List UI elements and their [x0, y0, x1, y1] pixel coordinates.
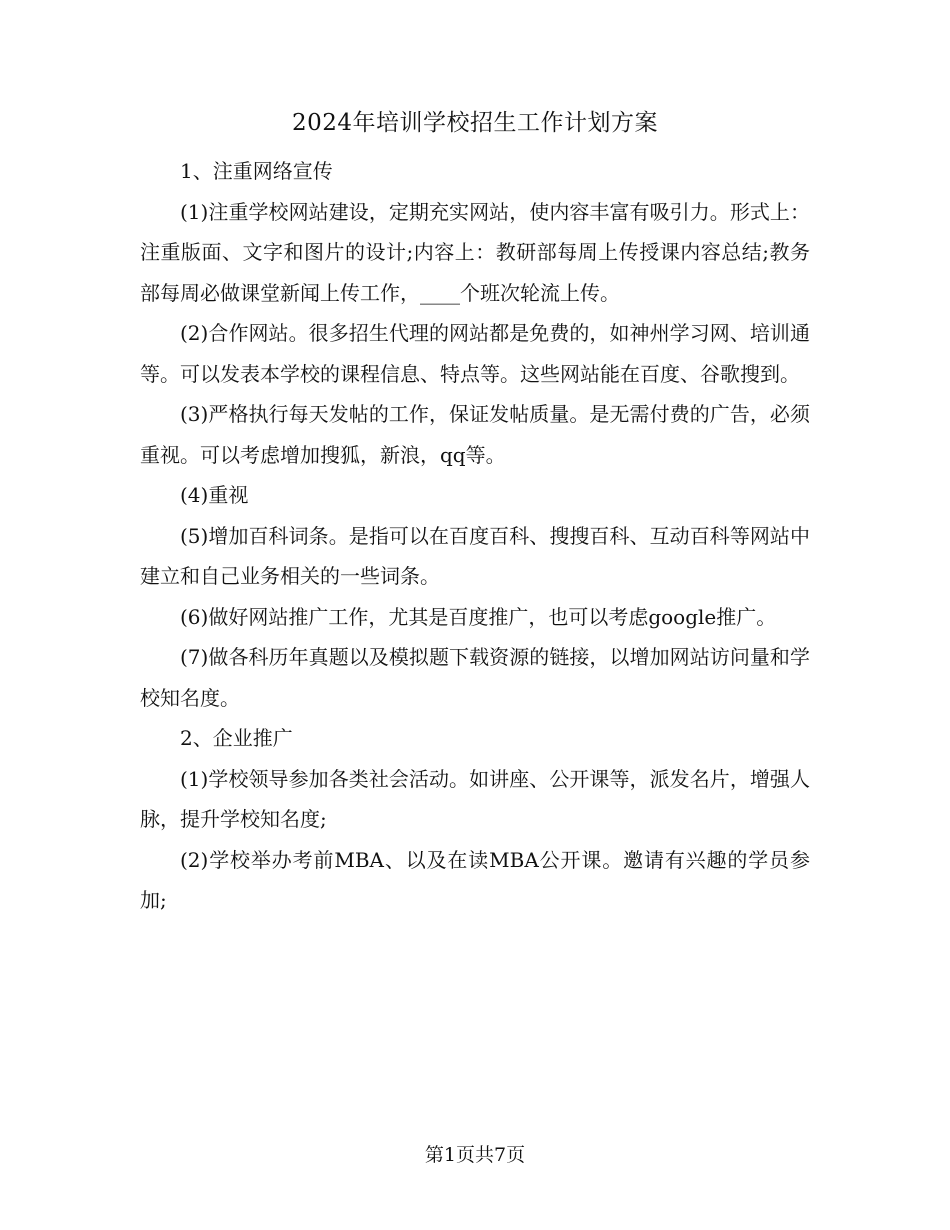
section-heading: 1、注重网络宣传 — [180, 159, 333, 183]
paragraph: (2)合作网站。很多招生代理的网站都是免费的，如神州学习网、培训通等。可以发表本学校的课程信息、特点等。这些网站能在百度、谷歌搜到。 — [140, 321, 810, 386]
document-title: 2024年培训学校招生工作计划方案 — [291, 110, 659, 136]
paragraph: (3)严格执行每天发帖的工作，保证发帖质量。是无需付费的广告，必须重视。可以考虑增加搜狐，新浪，qq等。 — [140, 402, 810, 467]
paragraph: (6)做好网站推广工作，尤其是百度推广，也可以考虑google推广。 — [180, 604, 777, 629]
page-footer: 第1页共7页 — [424, 1144, 526, 1166]
paragraph: (2)学校举办考前MBA、以及在读MBA公开课。邀请有兴趣的学员参加; — [140, 847, 810, 912]
section-heading: 2、企业推广 — [180, 726, 293, 750]
paragraph: (1)注重学校网站建设，定期充实网站，使内容丰富有吸引力。形式上：注重版面、文字和图片的设计;内容上：教研部每周上传授课内容总结;教务部每周必做课堂新闻上传工作，____个班次轮流上传。 — [140, 199, 810, 305]
paragraph: (7)做各科历年真题以及模拟题下载资源的链接，以增加网站访问量和学校知名度。 — [140, 645, 810, 710]
paragraph: (1)学校领导参加各类社会活动。如讲座、公开课等，派发名片，增强人脉，提升学校知名度; — [140, 766, 810, 831]
document-body — [140, 151, 810, 921]
paragraph: (4)重视 — [180, 483, 249, 507]
paragraph: (5)增加百科词条。是指可以在百度百科、搜搜百科、互动百科等网站中建立和自己业务相关的一些词条。 — [140, 523, 810, 588]
